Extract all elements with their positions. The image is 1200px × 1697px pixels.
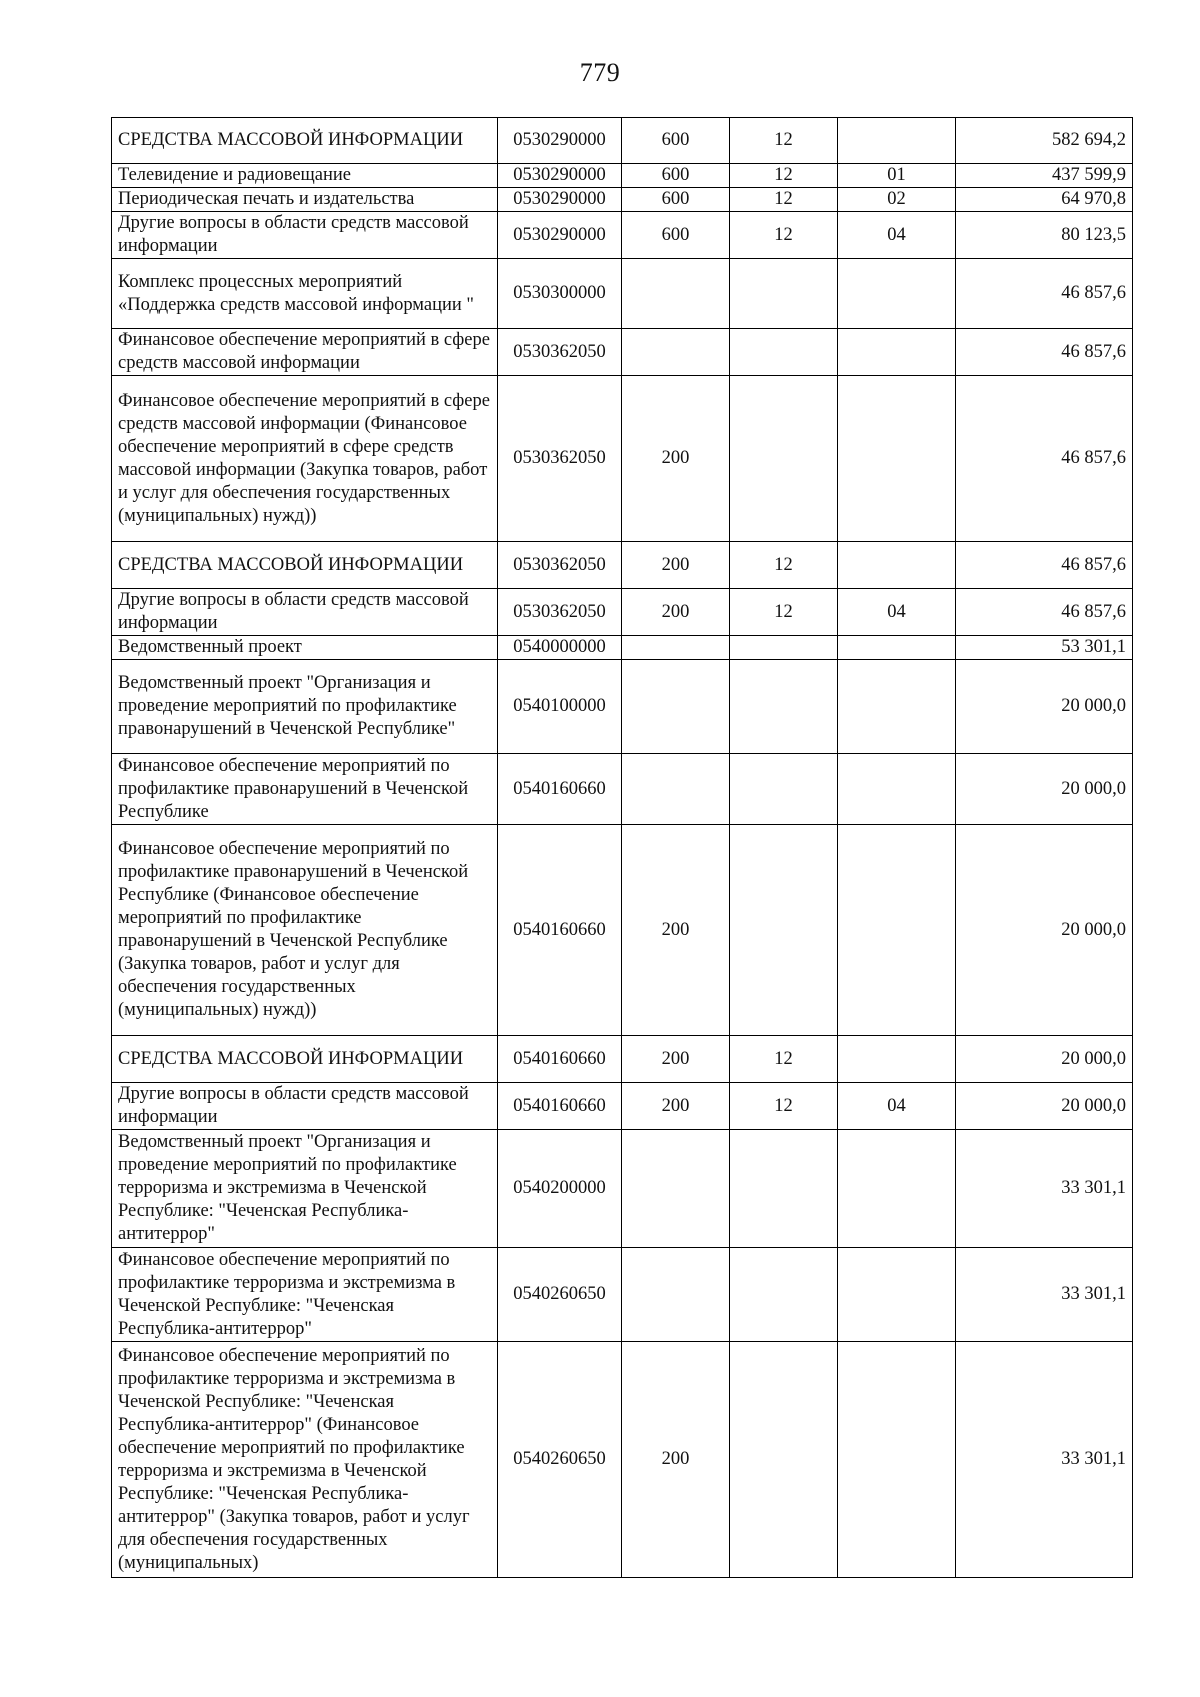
row-amount: 20 000,0 [956, 825, 1133, 1036]
row-section [730, 1342, 838, 1578]
row-subsection [838, 825, 956, 1036]
row-section: 12 [730, 542, 838, 589]
row-name: Финансовое обеспечение мероприятий по профилактике правонарушений в Чеченской Республике (Финансовое обеспечение мероприятий по профилактике правонарушений в Чеченской Республике (Закупка товаров, работ и услуг для обеспечения государственных (муниципальных) нужд)) [112, 825, 498, 1036]
row-amount: 20 000,0 [956, 1036, 1133, 1083]
row-section [730, 754, 838, 825]
row-expense-type: 200 [622, 542, 730, 589]
table-row [112, 1130, 1133, 1248]
row-amount: 46 857,6 [956, 589, 1133, 636]
row-subsection [838, 259, 956, 329]
row-expense-type: 600 [622, 212, 730, 259]
row-expense-type: 600 [622, 188, 730, 212]
row-amount: 20 000,0 [956, 660, 1133, 754]
row-amount: 46 857,6 [956, 542, 1133, 589]
row-subsection: 04 [838, 212, 956, 259]
row-section [730, 376, 838, 542]
row-name: Ведомственный проект "Организация и проведение мероприятий по профилактике терроризма и экстремизма в Чеченской Республике: "Чеченская Республика-антитеррор" [112, 1130, 498, 1248]
row-section: 12 [730, 188, 838, 212]
row-target-code: 0530290000 [498, 212, 622, 259]
table-row [112, 164, 1133, 188]
row-subsection [838, 1130, 956, 1248]
row-amount: 33 301,1 [956, 1248, 1133, 1342]
row-amount: 20 000,0 [956, 754, 1133, 825]
row-amount: 20 000,0 [956, 1083, 1133, 1130]
row-expense-type: 200 [622, 825, 730, 1036]
row-expense-type: 200 [622, 1083, 730, 1130]
row-section [730, 259, 838, 329]
row-name: СРЕДСТВА МАССОВОЙ ИНФОРМАЦИИ [112, 542, 498, 589]
row-name: СРЕДСТВА МАССОВОЙ ИНФОРМАЦИИ [112, 118, 498, 164]
row-target-code: 0540160660 [498, 1083, 622, 1130]
row-target-code: 0540000000 [498, 636, 622, 660]
row-section: 12 [730, 589, 838, 636]
row-section [730, 329, 838, 376]
row-target-code: 0530290000 [498, 118, 622, 164]
row-expense-type [622, 660, 730, 754]
table-row [112, 825, 1133, 1036]
row-subsection [838, 329, 956, 376]
row-name: Ведомственный проект [112, 636, 498, 660]
row-subsection [838, 1342, 956, 1578]
table-row [112, 1083, 1133, 1130]
row-expense-type: 200 [622, 376, 730, 542]
table-row [112, 329, 1133, 376]
row-subsection [838, 542, 956, 589]
row-subsection [838, 376, 956, 542]
row-name: Финансовое обеспечение мероприятий в сфере средств массовой информации [112, 329, 498, 376]
row-expense-type [622, 259, 730, 329]
row-subsection: 01 [838, 164, 956, 188]
row-section: 12 [730, 118, 838, 164]
row-amount: 33 301,1 [956, 1342, 1133, 1578]
row-expense-type [622, 1248, 730, 1342]
row-name: СРЕДСТВА МАССОВОЙ ИНФОРМАЦИИ [112, 1036, 498, 1083]
table-row [112, 118, 1133, 164]
table-row [112, 259, 1133, 329]
table-row [112, 589, 1133, 636]
table-row [112, 376, 1133, 542]
row-section: 12 [730, 164, 838, 188]
row-target-code: 0530362050 [498, 589, 622, 636]
table-row [112, 212, 1133, 259]
row-subsection: 04 [838, 1083, 956, 1130]
row-target-code: 0540200000 [498, 1130, 622, 1248]
row-name: Комплекс процессных мероприятий «Поддержка средств массовой информации " [112, 259, 498, 329]
table-row [112, 754, 1133, 825]
row-name: Финансовое обеспечение мероприятий по профилактике правонарушений в Чеченской Республике [112, 754, 498, 825]
row-target-code: 0540160660 [498, 754, 622, 825]
table-row [112, 1342, 1133, 1578]
row-target-code: 0530362050 [498, 542, 622, 589]
row-amount: 64 970,8 [956, 188, 1133, 212]
row-amount: 53 301,1 [956, 636, 1133, 660]
row-section [730, 1130, 838, 1248]
row-amount: 80 123,5 [956, 212, 1133, 259]
row-amount: 33 301,1 [956, 1130, 1133, 1248]
row-subsection [838, 660, 956, 754]
row-section [730, 1248, 838, 1342]
table-row [112, 542, 1133, 589]
row-name: Ведомственный проект "Организация и проведение мероприятий по профилактике правонарушений в Чеченской Республике" [112, 660, 498, 754]
row-target-code: 0540260650 [498, 1342, 622, 1578]
row-target-code: 0530300000 [498, 259, 622, 329]
row-name: Телевидение и радиовещание [112, 164, 498, 188]
row-target-code: 0530290000 [498, 164, 622, 188]
row-expense-type: 200 [622, 1342, 730, 1578]
row-subsection [838, 636, 956, 660]
row-expense-type [622, 636, 730, 660]
row-section [730, 825, 838, 1036]
page-number: 779 [579, 58, 621, 87]
row-subsection [838, 1248, 956, 1342]
row-target-code: 0530362050 [498, 329, 622, 376]
row-section: 12 [730, 1036, 838, 1083]
table-row [112, 188, 1133, 212]
row-subsection [838, 754, 956, 825]
row-expense-type: 200 [622, 589, 730, 636]
table-row [112, 1248, 1133, 1342]
budget-table [111, 117, 1133, 1578]
row-subsection [838, 118, 956, 164]
row-amount: 582 694,2 [956, 118, 1133, 164]
row-expense-type: 600 [622, 118, 730, 164]
row-section [730, 636, 838, 660]
table-row [112, 660, 1133, 754]
row-target-code: 0540160660 [498, 1036, 622, 1083]
row-amount: 46 857,6 [956, 376, 1133, 542]
row-target-code: 0540100000 [498, 660, 622, 754]
row-name: Финансовое обеспечение мероприятий по профилактике терроризма и экстремизма в Чеченской Республике: "Чеченская Республика-антитеррор" [112, 1248, 498, 1342]
row-expense-type [622, 754, 730, 825]
row-target-code: 0530362050 [498, 376, 622, 542]
row-subsection: 02 [838, 188, 956, 212]
row-section [730, 660, 838, 754]
row-section: 12 [730, 1083, 838, 1130]
table-row [112, 636, 1133, 660]
row-amount: 437 599,9 [956, 164, 1133, 188]
row-name: Другие вопросы в области средств массовой информации [112, 212, 498, 259]
row-expense-type [622, 329, 730, 376]
row-expense-type: 600 [622, 164, 730, 188]
row-subsection [838, 1036, 956, 1083]
row-amount: 46 857,6 [956, 259, 1133, 329]
row-target-code: 0530290000 [498, 188, 622, 212]
row-name: Периодическая печать и издательства [112, 188, 498, 212]
row-name: Финансовое обеспечение мероприятий по профилактике терроризма и экстремизма в Чеченской Республике: "Чеченская Республика-антитеррор" (Финансовое обеспечение мероприятий по профилактике терроризма и экстремизма в Чеченской Республике: "Чеченская Республика-антитеррор" (Закупка товаров, работ и услуг для обеспечения государственных (муниципальных) [112, 1342, 498, 1578]
table-row [112, 1036, 1133, 1083]
row-amount: 46 857,6 [956, 329, 1133, 376]
row-name: Финансовое обеспечение мероприятий в сфере средств массовой информации (Финансовое обеспечение мероприятий в сфере средств массовой информации (Закупка товаров, работ и услуг для обеспечения государственных (муниципальных) нужд)) [112, 376, 498, 542]
row-subsection: 04 [838, 589, 956, 636]
row-name: Другие вопросы в области средств массовой информации [112, 589, 498, 636]
row-target-code: 0540260650 [498, 1248, 622, 1342]
row-expense-type [622, 1130, 730, 1248]
row-name: Другие вопросы в области средств массовой информации [112, 1083, 498, 1130]
row-expense-type: 200 [622, 1036, 730, 1083]
row-target-code: 0540160660 [498, 825, 622, 1036]
row-section: 12 [730, 212, 838, 259]
